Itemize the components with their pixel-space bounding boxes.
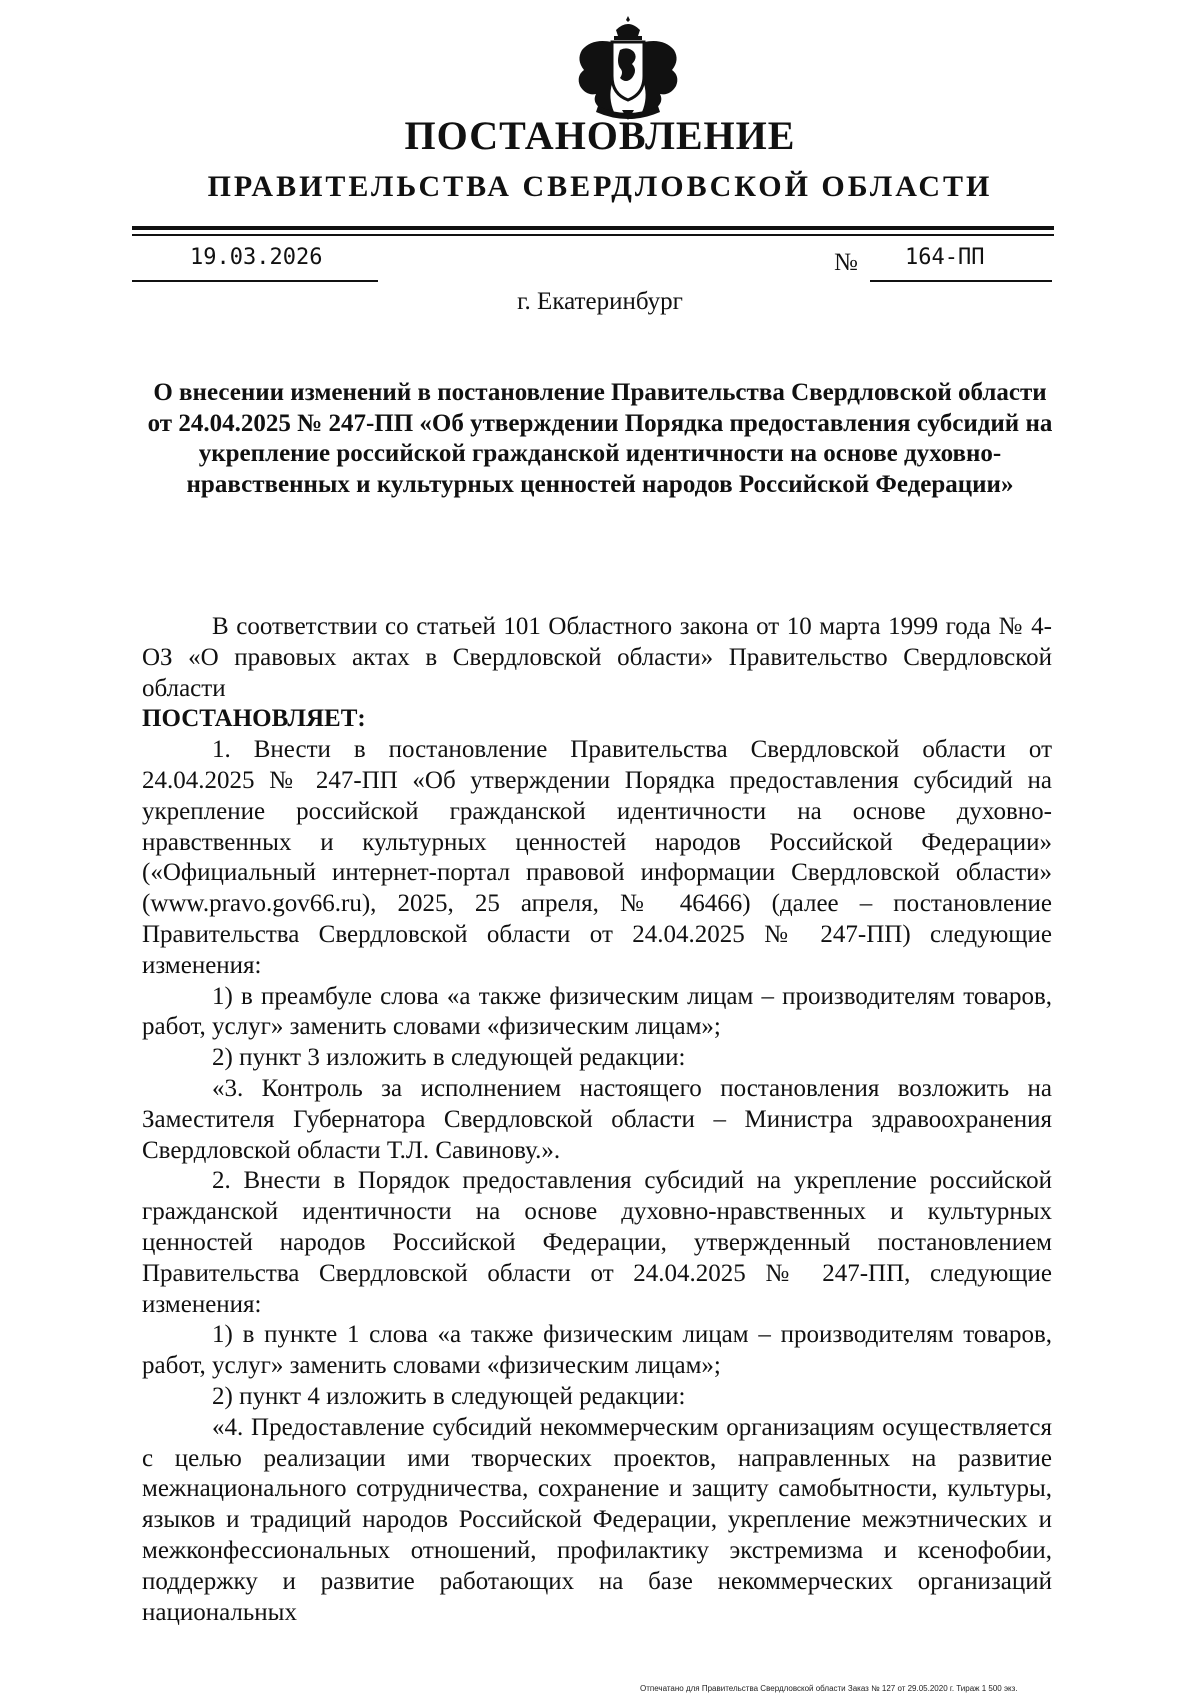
document-body <box>142 612 1052 1628</box>
paragraph: 2) пункт 4 изложить в следующей редакции: <box>212 1382 686 1410</box>
resolves-label: ПОСТАНОВЛЯЕТ: <box>142 705 366 733</box>
issuer-subtitle: ПРАВИТЕЛЬСТВА СВЕРДЛОВСКОЙ ОБЛАСТИ <box>207 170 993 203</box>
number-label: № <box>834 249 858 276</box>
city-label: г. Екатеринбург <box>517 288 683 315</box>
paragraph: В соответствии со статьей 101 Областного закона от 10 марта 1999 года № 4-ОЗ «О правовых актах в Свердловской области» Правительство Свердловской области <box>142 613 1052 702</box>
header-divider-thin <box>132 234 1054 236</box>
document-heading: О внесении изменений в постановление Правительства Свердловской области от 24.04.2025 № 247-ПП «Об утверждении Порядка предоставления субсидий на укрепление российской гражданской идентичности на основе духовно-нравственных и культурных ценностей народов Российской Федерации» <box>147 379 1053 498</box>
paragraph: 1) в пункте 1 слова «а также физическим лицам – производителям товаров, работ, услуг» заменить словами «физическим лицам»; <box>142 1321 1052 1380</box>
number-underline <box>870 280 1052 282</box>
document-date: 19.03.2026 <box>190 245 323 270</box>
header-divider-thick <box>132 226 1054 230</box>
document-title: ПОСТАНОВЛЕНИЕ <box>404 113 796 158</box>
paragraph: 2) пункт 3 изложить в следующей редакции: <box>212 1044 686 1072</box>
paragraph: «3. Контроль за исполнением настоящего постановления возложить на Заместителя Губернатора Свердловской области – Министра здравоохранения Свердловской области Т.Л. Савинову.». <box>142 1074 1052 1164</box>
document-number: 164-ПП <box>905 245 985 270</box>
paragraph: «4. Предоставление субсидий некоммерческим организациям осуществляется с целью реализации ими творческих проектов, направленных на развитие межнационального сотрудничества, сохранение и защиту самобытности, культуры, языков и традиций народов Российской Федерации, укрепление межэтнических и межконфессиональных отношений, профилактику экстремизма и ксенофобии, поддержку и развитие работающих на базе некоммерческих организаций национальных <box>142 1413 1052 1626</box>
paragraph: 1. Внести в постановление Правительства Свердловской области от 24.04.2025 № 247-ПП «Об утверждении Порядка предоставления субсидий на укрепление российской гражданской идентичности на основе духовно-нравственных и культурных ценностей народов Российской Федерации» («Официальный интернет-портал правовой информации Свердловской области» (www.pravo.gov66.ru), 2025, 25 апреля, № 46466) (далее – постановление Правительства Свердловской области от 24.04.2025 № 247-ПП) следующие изменения: <box>142 736 1052 979</box>
paragraph: 1) в преамбуле слова «а также физическим лицам – производителям товаров, работ, услуг» заменить словами «физическим лицам»; <box>142 982 1052 1041</box>
date-underline <box>132 280 378 282</box>
print-footer: Отпечатано для Правительства Свердловской области Заказ № 127 от 29.05.2020 г. Тираж 1 500 экз. <box>640 1684 1018 1693</box>
coat-of-arms-emblem-icon <box>574 14 682 124</box>
paragraph: 2. Внести в Порядок предоставления субсидий на укрепление российской гражданской идентичности на основе духовно-нравственных и культурных ценностей народов Российской Федерации, утвержденный постановлением Правительства Свердловской области от 24.04.2025 № 247-ПП, следующие изменения: <box>142 1167 1052 1318</box>
